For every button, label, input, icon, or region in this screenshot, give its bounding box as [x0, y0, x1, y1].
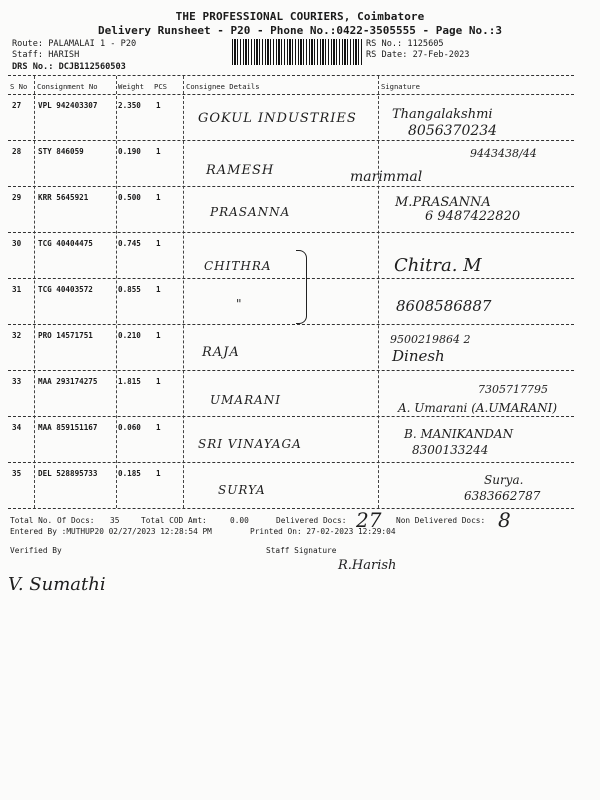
staff-signature-label: Staff Signature [266, 546, 337, 555]
row-rule [8, 416, 574, 417]
row-signature-phone: 8300133244 [412, 443, 489, 457]
row-pcs: 1 [156, 285, 161, 294]
row-consignee: CHITHRA [204, 259, 272, 273]
row-sno: 31 [12, 285, 22, 294]
verified-by-label: Verified By [10, 546, 62, 555]
delivered-value: 27 [356, 508, 382, 532]
row-consignment-no: STY 846059 [38, 147, 84, 156]
route-label: Route: PALAMALAI 1 - P20 [12, 39, 137, 49]
row-consignment-no: PRO 14571751 [38, 331, 93, 340]
row-consignee: SRI VINAYAGA [198, 437, 302, 451]
row-sno: 32 [12, 331, 22, 340]
runsheet-subtitle: Delivery Runsheet - P20 - Phone No.:0422-3505555 - Page No.:3 [98, 24, 502, 37]
row-pcs: 1 [156, 377, 161, 386]
row-weight: 0.855 [118, 285, 141, 294]
row-weight: 0.190 [118, 147, 141, 156]
col-header-signature: Signature [381, 82, 420, 91]
row-consignment-no: KRR 5645921 [38, 193, 89, 202]
row-pcs: 1 [156, 147, 161, 156]
staff-signature: R.Harish [338, 558, 397, 573]
row-consignment-no: MAA 293174275 [38, 377, 98, 386]
col-header-pcs: PCS [154, 82, 167, 91]
row-signature-phone: 9500219864 2 [390, 333, 471, 346]
row-signature-name: marimmal [350, 169, 423, 185]
row-signature-name: B. MANIKANDAN [404, 427, 514, 441]
row-rule [8, 278, 574, 279]
row-consignee: UMARANI [210, 393, 282, 407]
row-signature-phone: 8056370234 [408, 123, 498, 139]
row-rule [8, 232, 574, 233]
non-delivered-value: 8 [498, 508, 511, 532]
row-signature-name: Dinesh [392, 347, 445, 365]
table-bottom-rule [8, 508, 574, 509]
row-signature-name: M.PRASANNA [395, 195, 491, 210]
delivered-label: Delivered Docs: [276, 516, 347, 525]
row-pcs: 1 [156, 469, 161, 478]
row-weight: 0.185 [118, 469, 141, 478]
row-consignee: SURYA [218, 483, 266, 497]
total-docs-value: 35 [110, 516, 120, 525]
row-signature-name: Thangalakshmi [392, 107, 493, 122]
row-signature-phone: 6 9487422820 [425, 209, 521, 224]
row-signature-name: Chitra. M [394, 255, 482, 276]
row-sno: 35 [12, 469, 22, 478]
row-sno: 34 [12, 423, 22, 432]
row-consignee: " [236, 297, 242, 311]
cod-value: 0.00 [230, 516, 249, 525]
row-sno: 28 [12, 147, 22, 156]
row-signature-phone: 9443438/44 [470, 147, 537, 160]
row-consignee: RAMESH [206, 163, 275, 178]
row-weight: 0.745 [118, 239, 141, 248]
row-signature-phone: 7305717795 [478, 383, 548, 396]
entered-by: Entered By :MUTHUP20 02/27/2023 12:28:54 PM [10, 527, 212, 536]
cod-label: Total COD Amt: [141, 516, 207, 525]
row-weight: 1.815 [118, 377, 141, 386]
row-consignment-no: TCG 40403572 [38, 285, 93, 294]
row-rule [8, 370, 574, 371]
row-signature-phone: 6383662787 [464, 489, 541, 503]
row-consignee: RAJA [202, 345, 240, 360]
row-weight: 2.350 [118, 101, 141, 110]
col-header-consignee: Consignee Details [186, 82, 260, 91]
company-title: THE PROFESSIONAL COURIERS, Coimbatore [175, 10, 425, 23]
barcode [232, 39, 362, 65]
header-rule-top [8, 75, 574, 76]
row-rule [8, 462, 574, 463]
row-sno: 30 [12, 239, 22, 248]
header-rule-bottom [8, 94, 574, 95]
ditto-bracket [296, 250, 307, 324]
row-signature-phone: 8608586887 [396, 297, 492, 315]
row-weight: 0.060 [118, 423, 141, 432]
row-consignment-no: TCG 40404475 [38, 239, 93, 248]
rs-date: RS Date: 27-Feb-2023 [366, 50, 470, 60]
printed-on: Printed On: 27-02-2023 12:29:04 [250, 527, 396, 536]
row-consignment-no: DEL 528895733 [38, 469, 98, 478]
row-sno: 29 [12, 193, 22, 202]
verified-by-signature: V. Sumathi [8, 574, 106, 595]
row-consignment-no: MAA 859151167 [38, 423, 98, 432]
row-consignment-no: VPL 942403307 [38, 101, 98, 110]
rs-number: RS No.: 1125605 [366, 39, 444, 49]
col-header-consignment: Consignment No [37, 82, 98, 91]
row-pcs: 1 [156, 193, 161, 202]
total-docs-label: Total No. Of Docs: [10, 516, 95, 525]
row-sno: 27 [12, 101, 22, 110]
row-rule [8, 186, 574, 187]
row-sno: 33 [12, 377, 22, 386]
col-header-weight: Weight [118, 82, 144, 91]
row-pcs: 1 [156, 331, 161, 340]
row-rule [8, 140, 574, 141]
staff-label: Staff: HARISH [12, 50, 80, 60]
row-consignee: GOKUL INDUSTRIES [198, 111, 357, 126]
row-pcs: 1 [156, 101, 161, 110]
row-weight: 0.500 [118, 193, 141, 202]
row-pcs: 1 [156, 239, 161, 248]
row-consignee: PRASANNA [210, 205, 291, 219]
row-pcs: 1 [156, 423, 161, 432]
row-rule [8, 324, 574, 325]
drs-number: DRS No.: DCJB112560503 [12, 62, 126, 72]
row-weight: 0.210 [118, 331, 141, 340]
row-signature-name: A. Umarani (A.UMARANI) [398, 401, 558, 415]
non-delivered-label: Non Delivered Docs: [396, 516, 486, 525]
col-header-sno: S No [10, 82, 28, 91]
row-signature-name: Surya. [484, 473, 524, 487]
